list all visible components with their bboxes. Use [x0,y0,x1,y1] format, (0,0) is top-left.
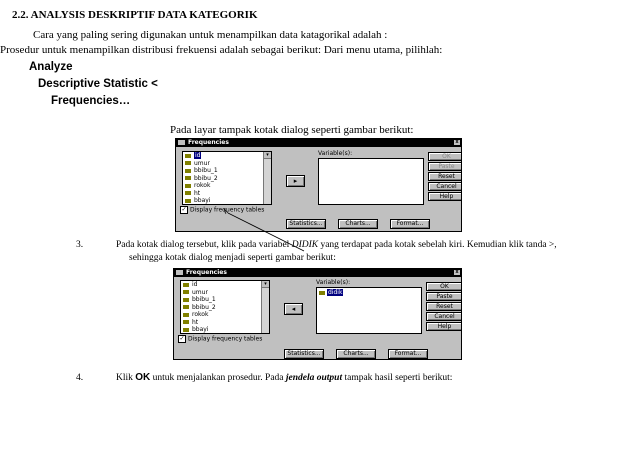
step-4-text-b: untuk menjalankan prosedur. Pada [150,373,286,383]
checkbox-label: Display frequency tables [190,206,265,214]
scroll-down-icon[interactable]: ▾ [262,281,269,288]
help-button[interactable]: Help [426,322,462,331]
step-4-number: 4. [76,373,84,383]
variable-icon [183,290,189,294]
variable-name [192,334,204,335]
help-button[interactable]: Help [428,192,462,201]
menu-path-frequencies: Frequencies… [51,95,131,107]
cancel-button[interactable]: Cancel [428,182,462,191]
variables-label: Variable(s): [316,279,351,286]
source-variable-list[interactable] [180,280,270,334]
variable-name: bbayi [194,197,211,204]
variable-item[interactable] [181,326,269,334]
dialog-title: Frequencies [186,269,227,276]
list-scrollbar[interactable] [261,281,269,333]
step-3-variable-didik: DIDIK [291,240,319,250]
variable-item[interactable] [181,319,269,327]
variable-item[interactable] [181,334,269,335]
selected-variable-name: didik [328,289,343,296]
move-variable-button[interactable]: ◂ [284,303,303,315]
step-4-ok-word: OK [135,372,151,383]
step-4-output-word: jendela output [285,373,343,383]
variable-name: umur [194,159,210,167]
variable-name: bbibu_2 [192,303,216,311]
step-4-line [116,372,452,383]
step-3-number: 3. [76,240,84,250]
variable-icon [183,283,189,287]
variable-name: bbibu_1 [194,167,218,174]
variable-name: bbibu_1 [192,296,216,303]
paste-button[interactable]: Paste [426,292,462,301]
intro-line-1: Cara yang paling sering digunakan untuk menampilkan data katagorikal adalah : [33,29,388,41]
format-button[interactable]: Format... [390,219,430,229]
dialog-title: Frequencies [188,139,229,146]
variable-name: ht [194,189,201,197]
intro-line-2: Prosedur untuk menampilkan distribusi frekuensi adalah sebagai berikut: Dari menu utama, pilihlah: [0,44,443,56]
variable-name: bbibu_2 [194,174,218,182]
variable-icon [319,291,325,295]
selected-variables-box[interactable] [316,287,422,334]
move-variable-button[interactable]: ▸ [286,175,305,187]
dialog-title-bar [174,269,461,277]
dialog-intro-text: Pada layar tampak kotak dialog seperti gambar berikut: [170,124,414,136]
variable-name: rokok [192,311,209,318]
statistics-button[interactable]: Statistics... [284,349,324,359]
step-3-text-b: yang terdapat pada kotak sebelah kiri. Kemudian klik tanda >, [318,240,557,250]
close-icon[interactable]: x [455,269,459,275]
menu-path-descriptive: Descriptive Statistic < [38,78,158,90]
variable-item[interactable] [181,296,269,304]
display-frequency-tables-checkbox[interactable] [178,335,262,344]
frequencies-dialog-after [173,268,462,360]
variable-name: umur [192,288,208,296]
close-icon[interactable]: x [455,139,459,145]
variable-name: id [192,281,198,288]
paste-button[interactable]: Paste [428,162,462,171]
ok-button[interactable]: OK [426,282,462,291]
step-3-text-a: Pada kotak dialog tersebut, klik pada variabel [116,240,292,250]
checkbox-label: Display frequency tables [188,335,263,343]
reset-button[interactable]: Reset [426,302,462,311]
checkbox-box[interactable]: ✓ [181,206,187,213]
app-icon [176,270,183,275]
variable-name: ht [192,318,199,326]
variable-icon [183,305,189,309]
step-4-text-a: Klik [116,373,136,383]
section-heading: 2.2. ANALYSIS DESKRIPTIF DATA KATEGORIK [12,9,258,21]
variable-icon [183,320,189,324]
variable-item[interactable] [181,281,269,289]
checkbox-box[interactable]: ✓ [179,335,185,342]
variable-item[interactable] [181,311,269,319]
charts-button[interactable]: Charts... [336,349,376,359]
variables-label: Variable(s): [318,150,353,157]
charts-button[interactable]: Charts... [338,219,378,229]
scroll-down-icon[interactable]: ▾ [264,152,271,159]
variable-icon [183,313,189,317]
variable-item[interactable] [181,304,269,312]
variable-name: bbayi [192,326,209,333]
step-4-text-c: tampak hasil seperti berikut: [342,373,453,383]
statistics-button[interactable]: Statistics... [286,219,326,229]
variable-name: rokok [194,182,211,189]
ok-button[interactable]: OK [428,152,462,161]
step-3-line-2: sehingga kotak dialog menjadi seperti gambar berikut: [129,253,336,263]
variable-icon [183,328,189,332]
variable-name: id [195,152,201,159]
reset-button[interactable]: Reset [428,172,462,181]
format-button[interactable]: Format... [388,349,428,359]
menu-path-analyze: Analyze [29,61,73,73]
variable-icon [183,298,189,302]
selected-variable-item[interactable] [319,289,343,296]
cancel-button[interactable]: Cancel [426,312,462,321]
step-3-line-1 [116,240,557,250]
variable-item[interactable] [181,289,269,297]
